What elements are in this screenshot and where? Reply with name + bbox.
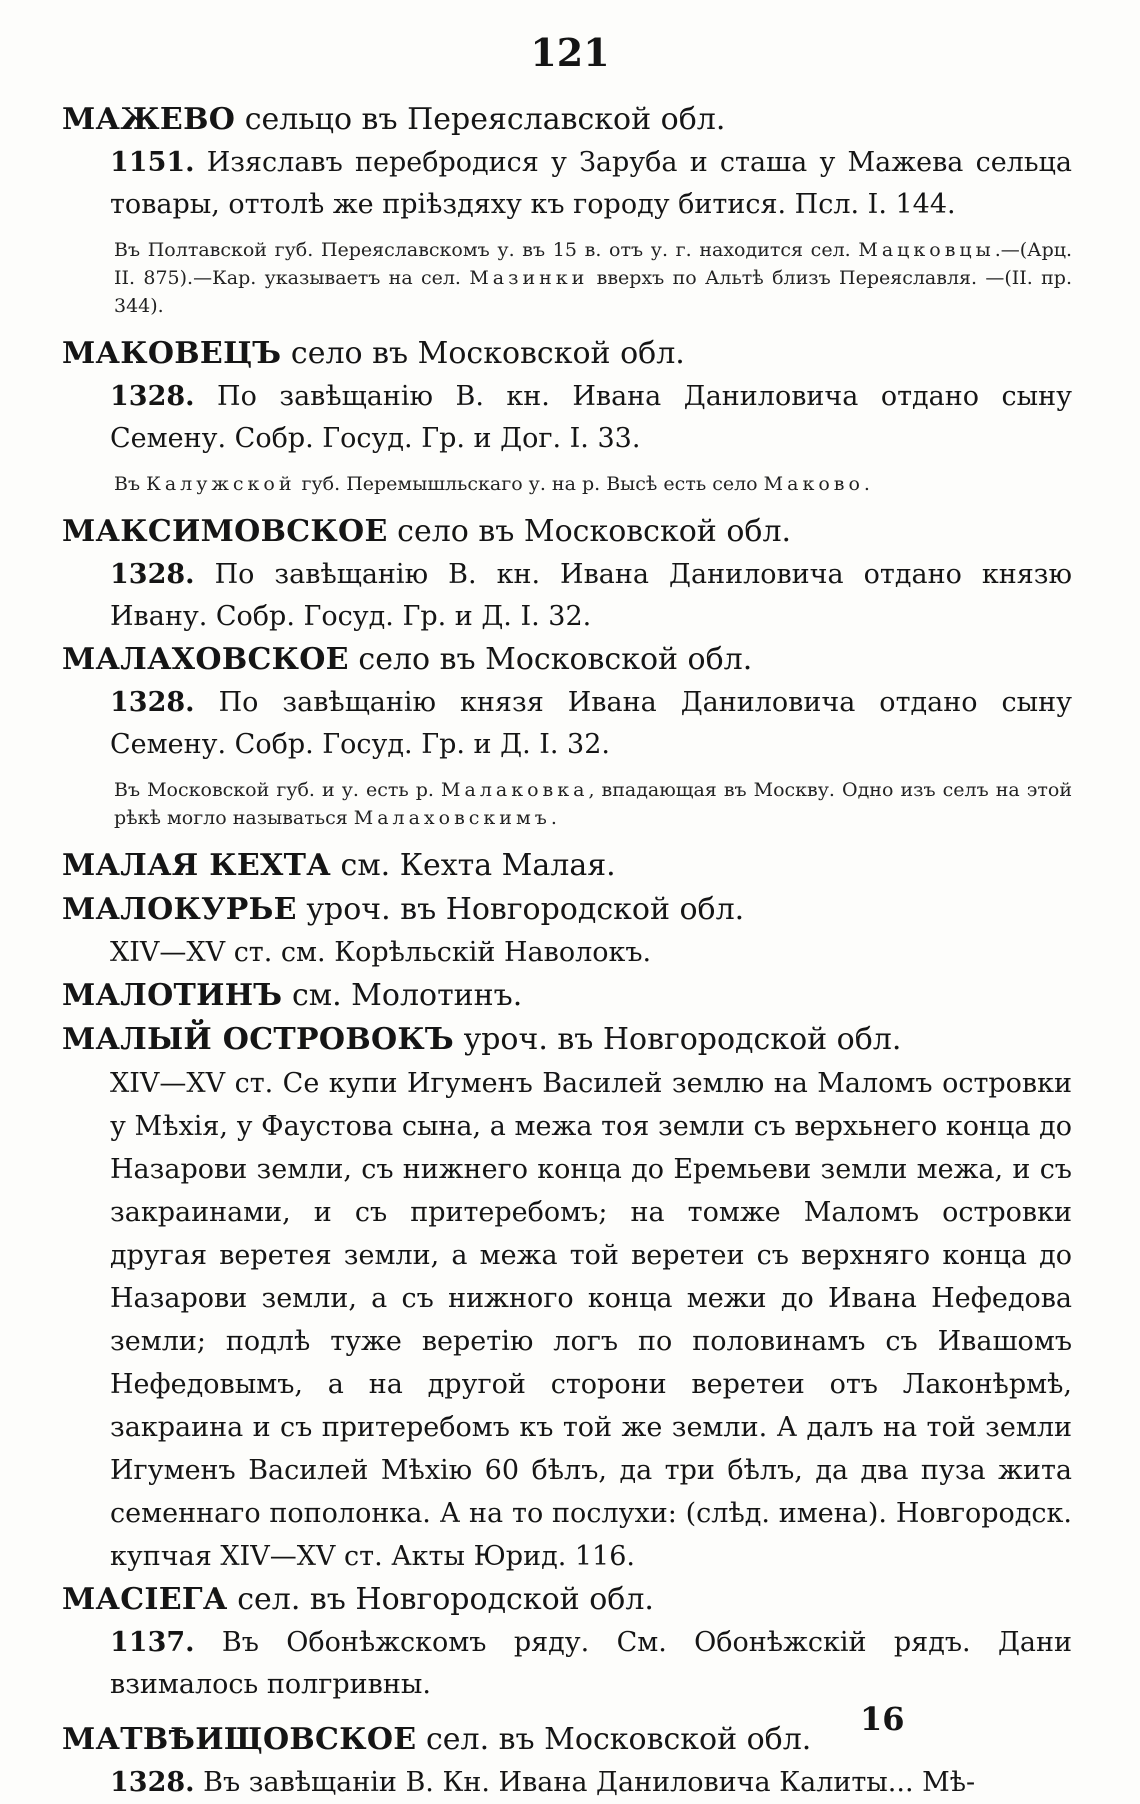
headword-description: см. Кехта Малая.	[340, 848, 616, 883]
entries-column	[62, 98, 1072, 1804]
entry-text: По завѣщанію В. кн. Ивана Даниловича отдано сыну Семену. Собр. Госуд. Гр. и Дог. I. 33.	[110, 381, 1072, 454]
note-part: вверхъ по Альтѣ близъ Переяславля. —(II. пр. 344).	[114, 267, 1073, 317]
headword: МАЛАХОВСКОЕ	[62, 642, 349, 677]
entry-maksimovskoe	[62, 510, 1072, 638]
entry-text: Изяславъ перебродися у Заруба и сташа у Мажева сельца товары, оттолѣ же пріѣздяху къ городу битися. Псл. I. 144.	[110, 147, 1072, 220]
entry-malokurye	[62, 888, 1072, 974]
entry-masiega	[62, 1578, 1072, 1706]
note-spaced-name: Калужской	[146, 473, 296, 495]
entry-heading	[62, 332, 1072, 376]
entry-heading	[62, 1718, 1072, 1762]
headword: МАЛОКУРЬЕ	[62, 892, 297, 927]
entry-body	[110, 142, 1072, 226]
entry-note	[114, 236, 1072, 320]
entry-malyi-ostrovok	[62, 1018, 1072, 1578]
note-spaced-name: Малаховскимъ.	[353, 807, 561, 829]
headword: МАКСИМОВСКОЕ	[62, 514, 388, 549]
entry-heading	[62, 974, 1072, 1018]
headword-description: уроч. въ Новгородской обл.	[306, 892, 745, 927]
headword: МАТВѢИЩОВСКОЕ	[62, 1722, 417, 1757]
entry-note	[114, 776, 1072, 832]
note-spaced-name: Маково.	[763, 473, 874, 495]
entry-mazhevo	[62, 98, 1072, 320]
headword: МАЛОТИНЪ	[62, 978, 283, 1013]
entry-text: По завѣщанію князя Ивана Даниловича отдано сыну Семену. Собр. Госуд. Гр. и Д. I. 32.	[110, 687, 1072, 760]
headword-description: село въ Московской обл.	[397, 514, 792, 549]
entry-body	[110, 1622, 1072, 1706]
entry-body	[110, 682, 1072, 766]
note-part: губ. Перемышльскаго у. на р. Высѣ есть село	[301, 473, 758, 495]
entry-heading	[62, 844, 1072, 888]
note-part: Въ Полтавской губ. Переяславскомъ у. въ 15 в. отъ у. г. находится сел.	[114, 239, 851, 261]
entry-heading	[62, 638, 1072, 682]
headword-description: сел. въ Новгородской обл.	[237, 1582, 654, 1617]
entry-heading	[62, 888, 1072, 932]
entry-body: XIV—XV ст. см. Корѣльскій Наволокъ.	[110, 937, 652, 968]
entry-makovets	[62, 332, 1072, 498]
note-spaced-name: Мацковцы	[858, 239, 995, 261]
headword: МАКОВЕЦЪ	[62, 336, 282, 371]
entry-text: По завѣщанію В. кн. Ивана Даниловича отдано князю Ивану. Собр. Госуд. Гр. и Д. I. 32.	[110, 559, 1072, 632]
headword: МАЛЫЙ ОСТРОВОКЪ	[62, 1022, 455, 1057]
signature-mark: 16	[860, 1700, 905, 1738]
entry-malaya-kekhta	[62, 844, 1072, 888]
entry-body	[110, 1762, 1072, 1804]
headword-description: село въ Московской обл.	[290, 336, 685, 371]
headword: МАЛАЯ КЕХТА	[62, 848, 331, 883]
headword-description: см. Молотинъ.	[291, 978, 523, 1013]
entry-heading	[62, 1578, 1072, 1622]
note-spaced-name: Малаковка	[441, 779, 589, 801]
entry-year: 1328.	[110, 559, 195, 590]
entry-year: 1151.	[110, 147, 195, 178]
note-part: Въ	[114, 473, 141, 495]
note-spaced-name: Мазинки	[469, 267, 589, 289]
entry-note	[114, 470, 1072, 498]
entry-text: Въ Обонѣжскомъ ряду. См. Обонѣжскій рядъ. Дани взималось полгривны.	[110, 1627, 1072, 1700]
headword-description: село въ Московской обл.	[358, 642, 753, 677]
headword-description: сельцо въ Переяславской обл.	[244, 102, 726, 137]
headword: МАСIЕГА	[62, 1582, 228, 1617]
entry-heading	[62, 1018, 1072, 1062]
note-part: .—(Арц. II. 875).—Кар. указываетъ на сел.	[114, 239, 1072, 289]
entry-text: Въ завѣщаніи В. Кн. Ивана Даниловича Калиты... Мѣ-	[203, 1767, 976, 1798]
entry-body	[110, 376, 1072, 460]
entry-malakhovskoe	[62, 638, 1072, 832]
entry-matveishchovskoe	[62, 1718, 1072, 1804]
headword: МАЖЕВО	[62, 102, 236, 137]
entry-year: 1328.	[110, 687, 195, 718]
headword-description: уроч. въ Новгородской обл.	[463, 1022, 902, 1057]
entry-malotin	[62, 974, 1072, 1018]
entry-year: 1137.	[110, 1627, 195, 1658]
headword-description: сел. въ Московской обл.	[425, 1722, 812, 1757]
note-part: , впадающая въ Москву. Одно изъ селъ на этой рѣкѣ могло называться	[114, 779, 1073, 829]
entry-body: XIV—XV ст. Се купи Игуменъ Василей землю на Маломъ островки у Мѣхія, у Фаустова сына, а межа тоя земли съ верхьнего конца до Назарови земли, съ нижнего конца до Еремьеви земли межа, и съ закраинами, и съ притеребомъ; на томже Маломъ островки другая веретея земли, а межа той веретеи съ верхняго конца до Назарови земли, а съ нижного конца межи до Ивана Нефедова земли; подлѣ туже веретію логъ по половинамъ съ Ивашомъ Нефедовымъ, а на другой сторони веретеи отъ Лаконѣрмѣ, закраина и съ притеребомъ къ той же земли. А далъ на той земли Игуменъ Василей Мѣхію 60 бѣлъ, да три бѣлъ, да два пуза жита семеннаго пополонка. А на то послухи: (слѣд. имена). Новгородск. купчая XIV—XV ст. Акты Юрид. 116.	[110, 1068, 1072, 1572]
entry-year: 1328.	[110, 1767, 195, 1798]
entry-heading	[62, 510, 1072, 554]
entry-year: 1328.	[110, 381, 195, 412]
page-number: 121	[530, 30, 610, 75]
entry-body	[110, 554, 1072, 638]
note-part: Въ Московской губ. и у. есть р.	[114, 779, 434, 801]
entry-heading	[62, 98, 1072, 142]
